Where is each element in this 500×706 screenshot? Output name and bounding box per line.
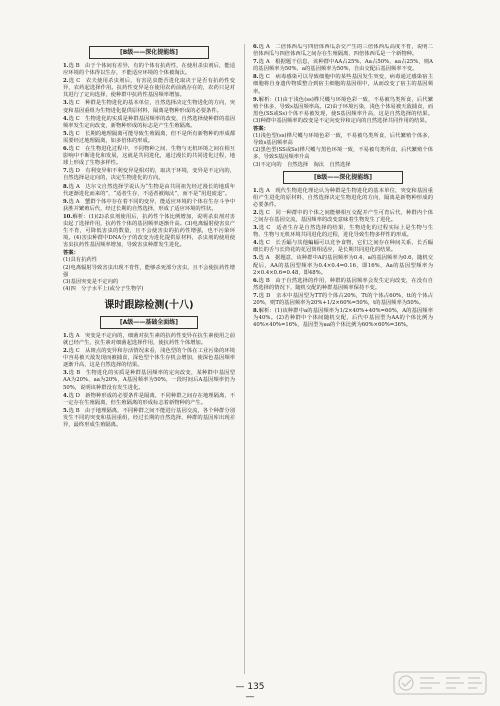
answer-line: (3)基因突变是不定向的 xyxy=(63,278,119,285)
answer-item xyxy=(253,293,433,307)
answer-item xyxy=(63,333,235,347)
item-number: 5. xyxy=(63,130,69,137)
answer-item xyxy=(253,210,433,224)
item-number: 1. xyxy=(63,63,69,69)
left-items-list xyxy=(63,63,235,249)
answer-item xyxy=(253,255,433,276)
item-text: 选 A 蟹群个体中存在着不同的变异，能适应环境的个体在生存斗争中获胜并繁殖后代，经过长期的自然选择，形成了适应环境的性状。 xyxy=(63,198,235,212)
answer-item xyxy=(63,63,235,77)
item-text: 选 A 突变是不定向的，细菌对抗生素的抗药性变异在抗生素使用之前就已经产生，抗生素对细菌起选择作用，使抗药性个体增加。 xyxy=(63,332,235,346)
item-text: 选 B 生物进化的实质是种群基因频率的定向改变，某种群中基因型AA为20%、aa为20%，A基因频率为50%，一段时间后A基因频率仍为50%，说明该种群没有发生进化。 xyxy=(63,370,235,391)
item-text: 解析：(1)(2)杀虫剂使用后，抗药性个体比例增加，说明杀虫剂对害虫起了选择作用，抗药性个体的基因频率逐渐升高。(3)电离辐射使害虫产生不育，可降低害虫的数量，且不会使害虫的抗药性增强，也不污染环境。(4)害虫种群中DNA分子的改变为进化提供原材料，杀虫剂的使用使害虫抗药性基因频率增加，导致害虫种群发生进化。 xyxy=(63,213,235,249)
item-number: 3. xyxy=(253,225,259,232)
item-number: 8. xyxy=(63,183,69,190)
item-number: 4. xyxy=(253,240,259,247)
answer-block xyxy=(253,126,433,169)
item-number: 1. xyxy=(63,332,69,339)
answer-item xyxy=(63,131,235,145)
answer-label: 答案： xyxy=(63,250,79,257)
item-number: 5. xyxy=(63,407,69,414)
item-text: 选 A 据题意，该种群中A的基因频率为0.4，a的基因频率为0.6，随机交配后，AA的基因型频率为0.4×0.4=0.16，即16%，Aa的基因型频率为2×0.4×0.6=0.48，即48%。 xyxy=(253,255,433,276)
item-text: 选 C 从斑点的变异和存活情况来看，浅色型的个体在工业污染的环境中容易被天敌发现而被捕食，深色型个体生存机会增加，使深色基因频率逐渐升高，这是自然选择的结果。 xyxy=(63,348,235,369)
item-text: 选 C 生物进化的实质是种群基因频率的改变，自然选择使种群的基因频率发生定向改变，新物种形成的标志是产生生殖隔离。 xyxy=(63,115,235,129)
item-text: 选 D 有利变异和不利变异是相对的，取决于环境，变异是不定向的，自然选择是定向的，决定生物进化的方向。 xyxy=(63,168,235,182)
answer-item xyxy=(253,278,433,292)
item-text: 选 B 由于个体间有差异，有的个体有抗药性，在使用杀虫剂后，能适应环境的个体得以生存，不能适应环境的个体被淘汰。 xyxy=(63,63,235,77)
section-b-title: [B级——深化提能练] xyxy=(283,171,403,184)
right-items-b-list xyxy=(253,188,433,330)
item-text: 解析：(1)由于浅色(ss)桦尺蠖与环境色彩一致，不易被鸟类所食，后代繁殖个体多，导致s基因频率高。(2)由于环境污染，浅色个体易被天敌捕食，而黑色(SS或Ss)个体不易被发现，使S基因频率升高，这是自然选择的结果。(3)种群中基因频率的改变是不定向变异和定向的自然选择共同作用的结果。 xyxy=(253,96,433,124)
item-number: 4. xyxy=(63,392,69,399)
answer-item xyxy=(63,78,235,99)
right-items-list xyxy=(253,44,433,125)
answer-item xyxy=(253,59,433,73)
answer-item xyxy=(253,44,433,58)
answer-item xyxy=(63,146,235,167)
column-divider xyxy=(244,44,245,674)
answer-item xyxy=(63,184,235,198)
section-a-title: [A级——基础全面练] xyxy=(100,316,198,329)
item-number: 2. xyxy=(63,78,69,85)
item-text: 选 C 适者生存是自然选择的结果，生物进化的过程实际上是生物与生物、生物与无机环境共同进化的过程，进化导致生物多样性的形成。 xyxy=(253,225,433,239)
item-number: 6. xyxy=(253,277,259,284)
answer-line: (4)四 分子水平上(或分子生物学) xyxy=(63,285,144,292)
item-text: 选 A 达尔文自然选择学说认为“生物是由共同祖先经过漫长的地质年代逐渐进化而来的”，“适者生存，不适者被淘汰”，而不是“用进废退”。 xyxy=(63,183,235,197)
item-text: 解析：(1)该种群中a的基因频率为1/2×40%+40%=60%，A的基因频率为40%。(2)若种群中个体间随机交配，后代中基因型为AA的个体比例为40%×40%=16%，基因型为aa的个体比例为60%×60%=36%。 xyxy=(253,308,433,329)
item-number: 9. xyxy=(253,96,259,103)
answer-item xyxy=(63,370,235,391)
answer-line: (1)浅色型(ss)桦尺蠖与环境色彩一致，不易被鸟类所食，后代繁殖个体多，导致s基因频率高 xyxy=(253,133,433,147)
item-text: 选 A 现代生物进化理论认为种群是生物进化的基本单位，突变和基因重组产生进化的原材料，自然选择决定生物进化的方向，隔离是新物种形成的必要条件。 xyxy=(253,187,433,208)
answer-block xyxy=(63,250,235,293)
answer-label: 答案： xyxy=(253,126,269,133)
item-number: 4. xyxy=(63,115,69,122)
watermark-logo-icon xyxy=(392,668,488,698)
item-text: 选 C 农夫使用杀虫剂后，有害昆虫能否进化取决于是否有抗药性变异，农药起选择作用。抗药性变异是在使用农药前就存在的，农药只是对其进行了定向选择，使种群中抗药性基因频率增加。 xyxy=(63,78,235,99)
item-text: 选 C 同一种群中的个体之间能够相互交配并产生可育后代，种群内个体之间存在基因交流，基因频率的改变意味着生物发生了进化。 xyxy=(253,209,433,223)
answer-item xyxy=(63,393,235,407)
page-number: — 135 — xyxy=(235,682,265,702)
item-number: 6. xyxy=(253,44,259,50)
answer-item xyxy=(63,168,235,182)
right-column xyxy=(253,44,433,676)
answer-item xyxy=(253,188,433,209)
left-items-a-list xyxy=(63,333,235,429)
item-number: 9. xyxy=(63,198,69,205)
answer-item xyxy=(63,100,235,114)
answer-item xyxy=(63,408,235,429)
item-text: 选 C 病毒感染可以导致细胞中的某些基因发生突变，病毒通过感染宿主细胞将自身遗传物质整合到宿主细胞的基因组中，从而改变了宿主的基因频率。 xyxy=(253,74,433,95)
item-number: 10. xyxy=(63,213,73,220)
homework-title: 课时跟踪检测(十八) xyxy=(104,299,194,311)
item-number: 5. xyxy=(253,255,259,262)
item-number: 8. xyxy=(253,308,259,315)
answer-item xyxy=(253,308,433,329)
item-text: 选 B 由于自然选择的作用，种群的基因频率会发生定向改变，在没有自然选择的情况下，随机交配的种群基因频率保持不变。 xyxy=(253,277,433,291)
item-number: 2. xyxy=(63,348,69,355)
item-number: 2. xyxy=(253,209,259,216)
answer-item xyxy=(63,116,235,130)
answer-item xyxy=(253,97,433,125)
watermark-logo xyxy=(392,668,488,698)
item-text: 选 D 亲本中基因型为TT的个体占20%，Tt的个体占60%，tt的个体占20%，则T的基因频率为20%+1/2×60%=50%，t的基因频率为50%。 xyxy=(253,292,433,306)
item-text: 选 A 根据题干信息，该种群中AA占25%、Aa占50%、aa占25%，则A的基因频率为50%，a的基因频率为50%，自由交配后基因频率不变。 xyxy=(253,59,433,73)
answer-line: (2)电离辐射导致害虫出现不育性，能够杀死部分害虫，且不会使抗药性增强 xyxy=(63,264,235,278)
item-text: 选 C 长舌蝠与其他蝙蝠可以竞争食物，它们之间存在种间关系，长舌蝠细长的舌与长筒花的花冠筒相适应，是长期共同进化的结果。 xyxy=(253,240,433,254)
item-text: 选 C 长期的地理隔离可能导致生殖隔离，但不是所有新物种的形成都需要经过地理隔离，如多倍体的形成。 xyxy=(63,130,235,144)
item-text: 选 C 在生物进化过程中，不同物种之间、生物与无机环境之间在相互影响中不断进化和发展，这就是共同进化，通过漫长的共同进化过程，地球上形成了生物多样性。 xyxy=(63,146,235,167)
answer-item xyxy=(253,74,433,95)
answer-item xyxy=(253,225,433,239)
answer-line: (2)黑色型(SS或Ss)桦尺蠖与黑色环境一致，不易被鸟类所食，后代繁殖个体多，导致S基因频率升高 xyxy=(253,147,433,161)
item-number: 7. xyxy=(253,59,259,66)
item-number: 1. xyxy=(253,187,259,194)
section-b-title: [B级——深化提能练] xyxy=(89,46,209,59)
answer-item xyxy=(63,214,235,249)
answer-item xyxy=(63,348,235,369)
answer-line: (3)不定向的 自然选择 淘汰 自然选择 xyxy=(253,161,351,168)
item-text: 选 B 由于地理隔离，不同种群之间不能进行基因交流，各个种群分别发生不同的突变和基因重组，经过长期的自然选择，种群的基因库出现差异，最终形成生殖隔离。 xyxy=(63,407,235,429)
answer-line: (1)具有抗药性 xyxy=(63,257,97,264)
item-text: 选 A 二倍体西瓜与四倍体西瓜杂交产生的三倍体西瓜高度不育，说明二倍体西瓜与四倍体西瓜之间存在生殖隔离，四倍体西瓜是一个新物种。 xyxy=(253,44,433,58)
answer-item xyxy=(63,199,235,213)
item-text: 选 C 种群是生物进化的基本单位，自然选择决定生物进化的方向，突变和基因重组为生物进化提供原材料，隔离是物种形成的必要条件。 xyxy=(63,100,235,114)
item-number: 7. xyxy=(253,292,259,299)
page-number-value: 135 xyxy=(247,682,265,692)
item-number: 3. xyxy=(63,370,69,377)
left-column xyxy=(63,44,235,676)
item-number: 7. xyxy=(63,168,69,175)
item-number: 3. xyxy=(63,100,69,107)
item-number: 8. xyxy=(253,74,259,81)
answer-item xyxy=(253,240,433,254)
item-number: 6. xyxy=(63,146,69,153)
item-text: 选 D 新物种形成的必要条件是隔离，不同种群之间存在地理隔离，不一定存在生殖隔离，但生殖隔离的形成标志着新物种的产生。 xyxy=(63,392,235,406)
